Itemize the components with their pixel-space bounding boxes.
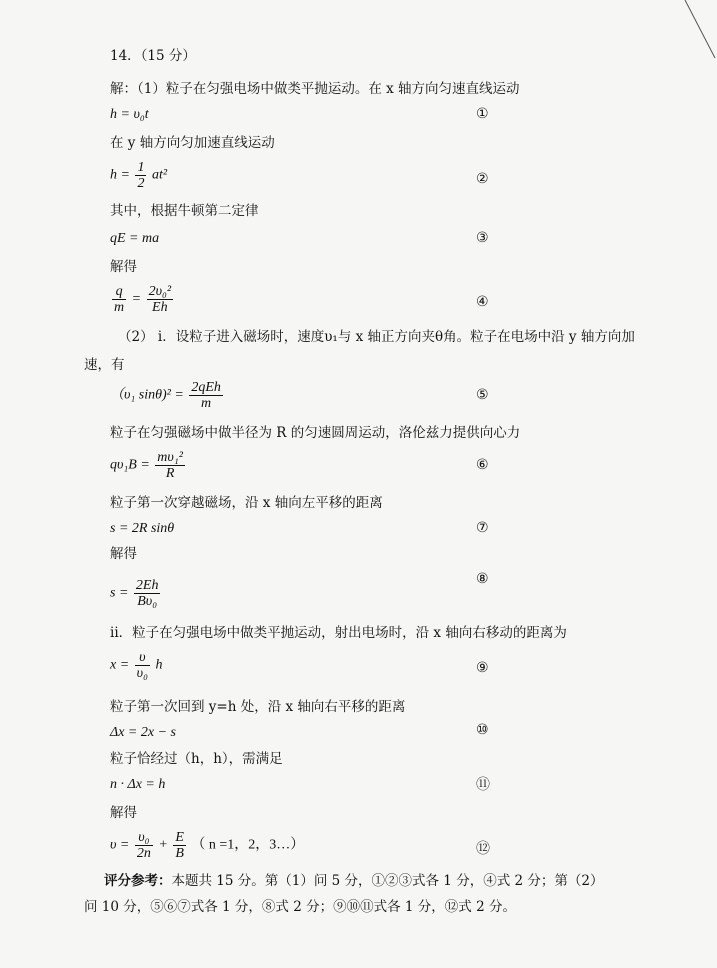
solution-text-10: 粒子第一次回到 y=h 处，沿 x 轴向右平移的距离 [110, 699, 406, 715]
equation-9: x = $\frac{\upsilon}{\text{υ₀}}$ h [110, 650, 163, 681]
equation-6: qυ₁B = $\frac{\text{mυ₁²}}{R}$ [110, 450, 183, 481]
equation-marker-4: ④ [476, 294, 489, 310]
fraction: $\frac{\text{2υ₀²}}{Eh}$ [148, 284, 172, 315]
solution-text-4: 解得 [110, 259, 137, 275]
equation-5: （υ₁ sinθ)² = $\frac{\text{2qEh}}{m}$ [110, 380, 221, 411]
page-corner-mark [677, 0, 717, 60]
equation-1: h = υ₀t [110, 107, 149, 122]
scoring-note-line-1: 评分参考：本题共 15 分。第（1）问 5 分，①②③式各 1 分，④式 2 分；第（2） [104, 873, 604, 889]
equation-8: s = $\frac{2Eh}{\text{Bυ₀}}$ [110, 578, 159, 609]
equation-marker-7: ⑦ [476, 520, 489, 536]
question-number: 14．（15 分） [110, 48, 196, 64]
equation-marker-10: ⑩ [476, 722, 489, 738]
equation-3: qE = ma [110, 231, 160, 246]
equation-12: υ = $\frac{\text{υ₀}}{2n}$ + $\frac{E}{B}$ （ n =1，2，3…） [110, 830, 305, 861]
solution-text-8: 解得 [110, 546, 137, 562]
solution-text-5a: （2） i．设粒子进入磁场时，速度υ₁与 x 轴正方向夹θ角。粒子在电场中沿 y 轴方向加 [118, 329, 635, 345]
fraction: $\frac{2Eh}{\text{Bυ₀}}$ [135, 578, 159, 609]
equation-marker-2: ② [476, 171, 489, 187]
fraction: $\frac{\text{υ₀}}{2n}$ [136, 830, 151, 861]
fraction: $\frac{\upsilon}{\text{υ₀}}$ [136, 650, 148, 681]
solution-text-12: 解得 [110, 805, 137, 821]
equation-marker-9: ⑨ [476, 660, 489, 676]
equation-7: s = 2R sinθ [110, 521, 175, 536]
solution-text-7: 粒子第一次穿越磁场，沿 x 轴向左平移的距离 [110, 495, 383, 511]
fraction: $\frac{q}{m}$ [114, 284, 125, 315]
scoring-note-line-2: 问 10 分，⑤⑥⑦式各 1 分，⑧式 2 分；⑨⑩⑪式各 1 分，⑫式 2 分。 [84, 899, 516, 915]
equation-marker-3: ③ [476, 230, 489, 246]
solution-text-6: 粒子在匀强磁场中做半径为 R 的匀速圆周运动，洛伦兹力提供向心力 [110, 425, 521, 441]
equation-2: h = $\frac{1}{2}$ at² [110, 160, 168, 191]
solution-text-9: ii．粒子在匀强电场中做类平抛运动，射出电场时，沿 x 轴向右移动的距离为 [110, 625, 567, 641]
equation-11: n · Δx = h [110, 777, 166, 792]
fraction: $\frac{E}{B}$ [175, 830, 184, 861]
solution-text-1: 解：（1）粒子在匀强电场中做类平抛运动。在 x 轴方向匀速直线运动 [110, 81, 520, 97]
fraction: $\frac{\text{mυ₁²}}{R}$ [157, 450, 183, 481]
equation-4: $\frac{q}{m}$ = $\frac{\text{2υ₀²}}{Eh}$ [114, 284, 172, 315]
equation-marker-12: ⑫ [476, 841, 490, 857]
fraction: $\frac{1}{2}$ [137, 160, 145, 191]
equation-marker-6: ⑥ [476, 457, 489, 473]
equation-marker-11: ⑪ [476, 777, 490, 793]
solution-text-5b: 速，有 [84, 357, 125, 373]
solution-text-11: 粒子恰经过（h，h），需满足 [110, 751, 283, 767]
solution-text-2: 在 y 轴方向匀加速直线运动 [110, 135, 275, 151]
solution-text-3: 其中，根据牛顿第二定律 [110, 203, 259, 219]
scoring-label: 评分参考： [104, 873, 172, 889]
equation-marker-1: ① [476, 106, 489, 122]
equation-marker-5: ⑤ [476, 387, 489, 403]
equation-10: Δx = 2x − s [110, 725, 176, 740]
fraction: $\frac{\text{2qEh}}{m}$ [191, 380, 221, 411]
equation-marker-8: ⑧ [476, 571, 489, 587]
